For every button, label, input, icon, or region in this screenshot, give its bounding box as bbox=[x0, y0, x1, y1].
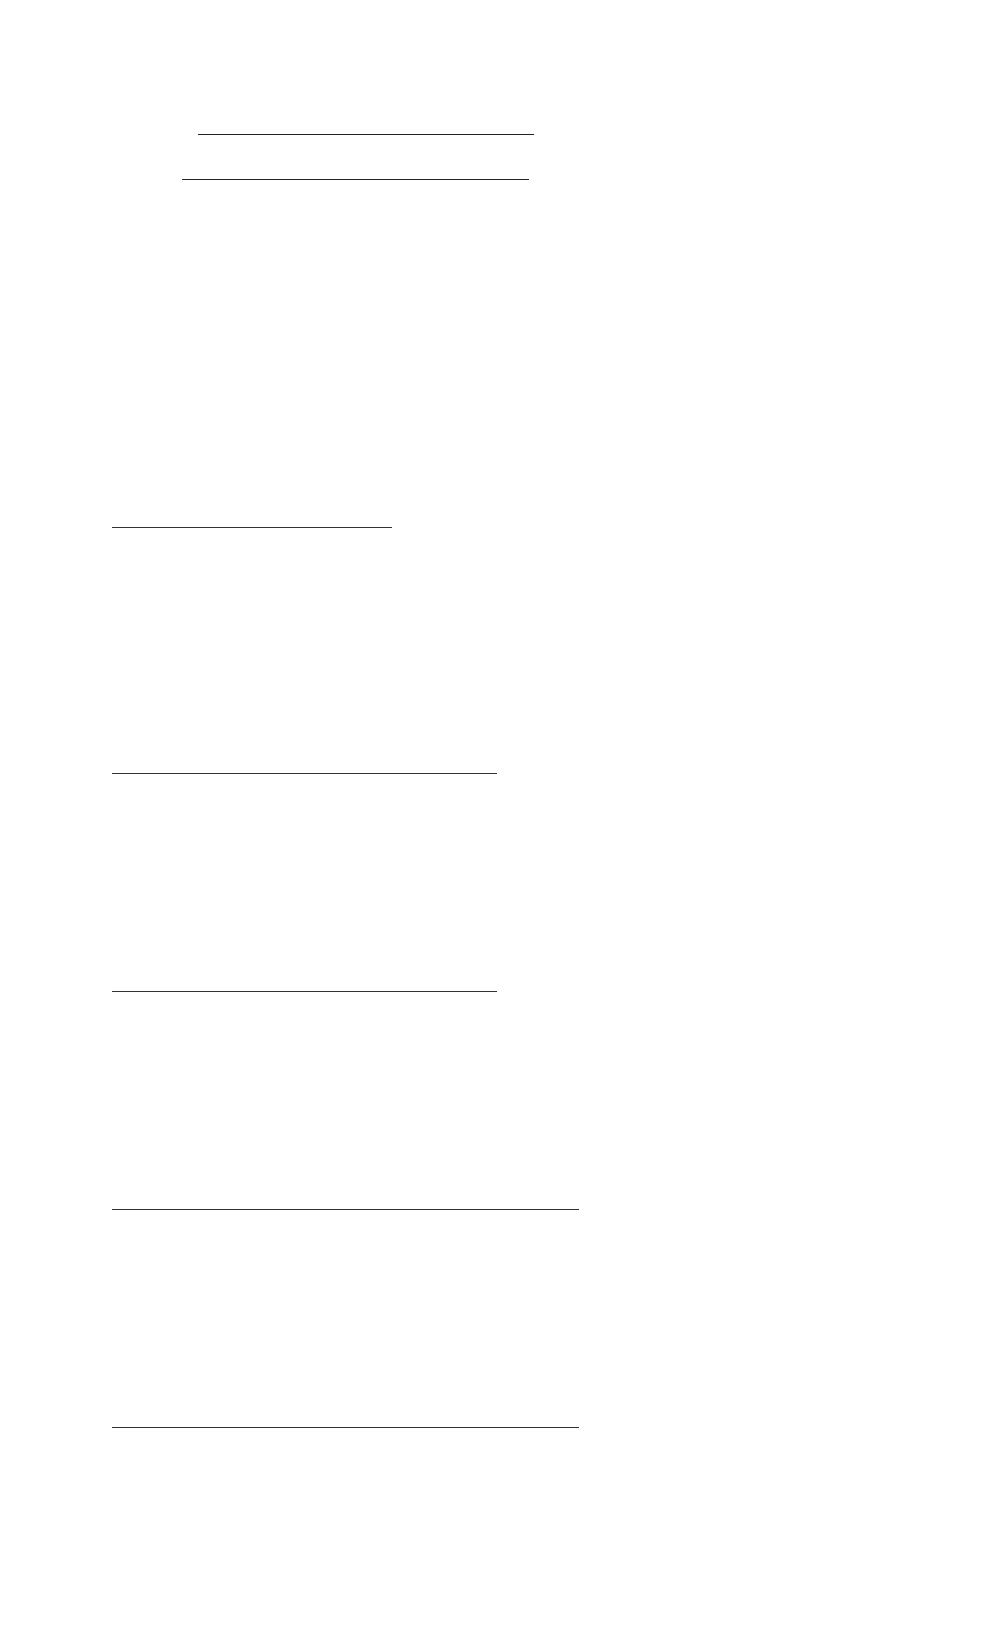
name-field[interactable] bbox=[198, 134, 534, 135]
date-field[interactable] bbox=[182, 179, 529, 180]
answer-line-3[interactable] bbox=[112, 991, 497, 992]
answer-line-4[interactable] bbox=[112, 1209, 579, 1210]
question-3 bbox=[112, 858, 852, 885]
question-4 bbox=[112, 1076, 857, 1103]
question-5 bbox=[112, 1295, 857, 1322]
answer-line-2[interactable] bbox=[112, 773, 497, 774]
question-1 bbox=[112, 396, 852, 423]
question-2 bbox=[112, 614, 852, 641]
answer-line-5[interactable] bbox=[112, 1427, 579, 1428]
answer-line-1[interactable] bbox=[112, 527, 392, 528]
